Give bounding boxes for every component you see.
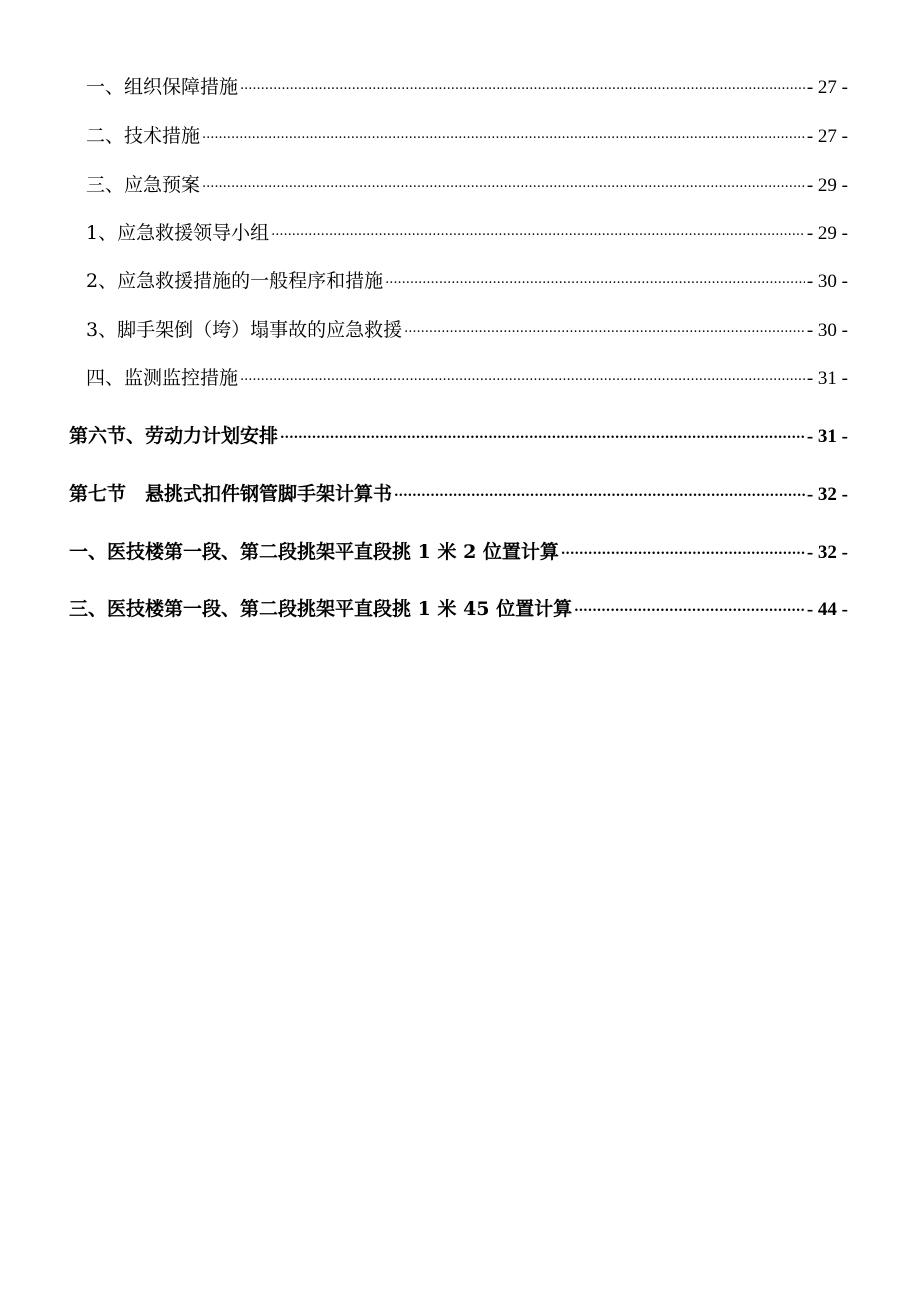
toc-page-number: - 29 - [806,175,848,196]
toc-page-number: - 30 - [806,271,848,292]
toc-entry-section-seven-scaffold-calc[interactable] [69,479,848,506]
toc-entry-technical-measures[interactable] [86,121,848,148]
toc-page-number: - 31 - [806,426,848,447]
toc-entry-title: 三、医技楼第一段、第二段挑架平直段挑 1 米 45 位置计算 [69,598,573,620]
toc-entry-title: 四、监测监控措施 [86,367,239,389]
toc-dot-leader [202,172,805,191]
toc-entry-monitoring-measures[interactable] [86,363,848,390]
toc-page-number: - 31 - [806,368,848,389]
toc-dot-leader [404,317,805,336]
toc-dot-leader [240,365,805,384]
toc-dot-leader [271,220,805,239]
toc-entry-title: 2、应急救援措施的一般程序和措施 [86,270,384,292]
toc-entry-title: 第六节、劳动力计划安排 [69,425,279,447]
toc-dot-leader [394,481,805,500]
toc-page-number: - 27 - [806,77,848,98]
toc-page-number: - 32 - [806,542,848,563]
toc-page-number: - 27 - [806,126,848,147]
toc-page-number: - 30 - [806,320,848,341]
toc-entry-calc-position-45[interactable] [69,594,848,621]
toc-dot-leader [574,596,805,615]
toc-dot-leader [385,268,805,287]
toc-dot-leader [202,123,805,142]
toc-dot-leader [280,423,805,442]
toc-entry-organization-measures[interactable] [86,72,848,99]
toc-entry-section-six-labor-plan[interactable] [69,421,848,448]
toc-entry-title: 一、组织保障措施 [86,76,239,98]
toc-dot-leader [561,539,805,558]
toc-dot-leader [240,74,805,93]
toc-page-number: - 32 - [806,484,848,505]
toc-entry-title: 一、医技楼第一段、第二段挑架平直段挑 1 米 2 位置计算 [69,541,559,563]
toc-entry-title: 第七节 悬挑式扣件钢管脚手架计算书 [69,483,393,505]
toc-page-number: - 44 - [806,599,848,620]
toc-entry-title: 3、脚手架倒（垮）塌事故的应急救援 [86,319,403,341]
toc-entry-emergency-plan[interactable] [86,170,848,197]
toc-entry-scaffold-collapse-rescue[interactable] [86,315,848,342]
toc-entry-calc-position-2[interactable] [69,537,848,564]
toc-entry-title: 三、应急预案 [86,174,201,196]
toc-page-number: - 29 - [806,223,848,244]
toc-entry-title: 二、技术措施 [86,125,201,147]
toc-entry-title: 1、应急救援领导小组 [86,222,270,244]
toc-entry-emergency-rescue-group[interactable] [86,218,848,245]
toc-entry-emergency-procedures[interactable] [86,266,848,293]
